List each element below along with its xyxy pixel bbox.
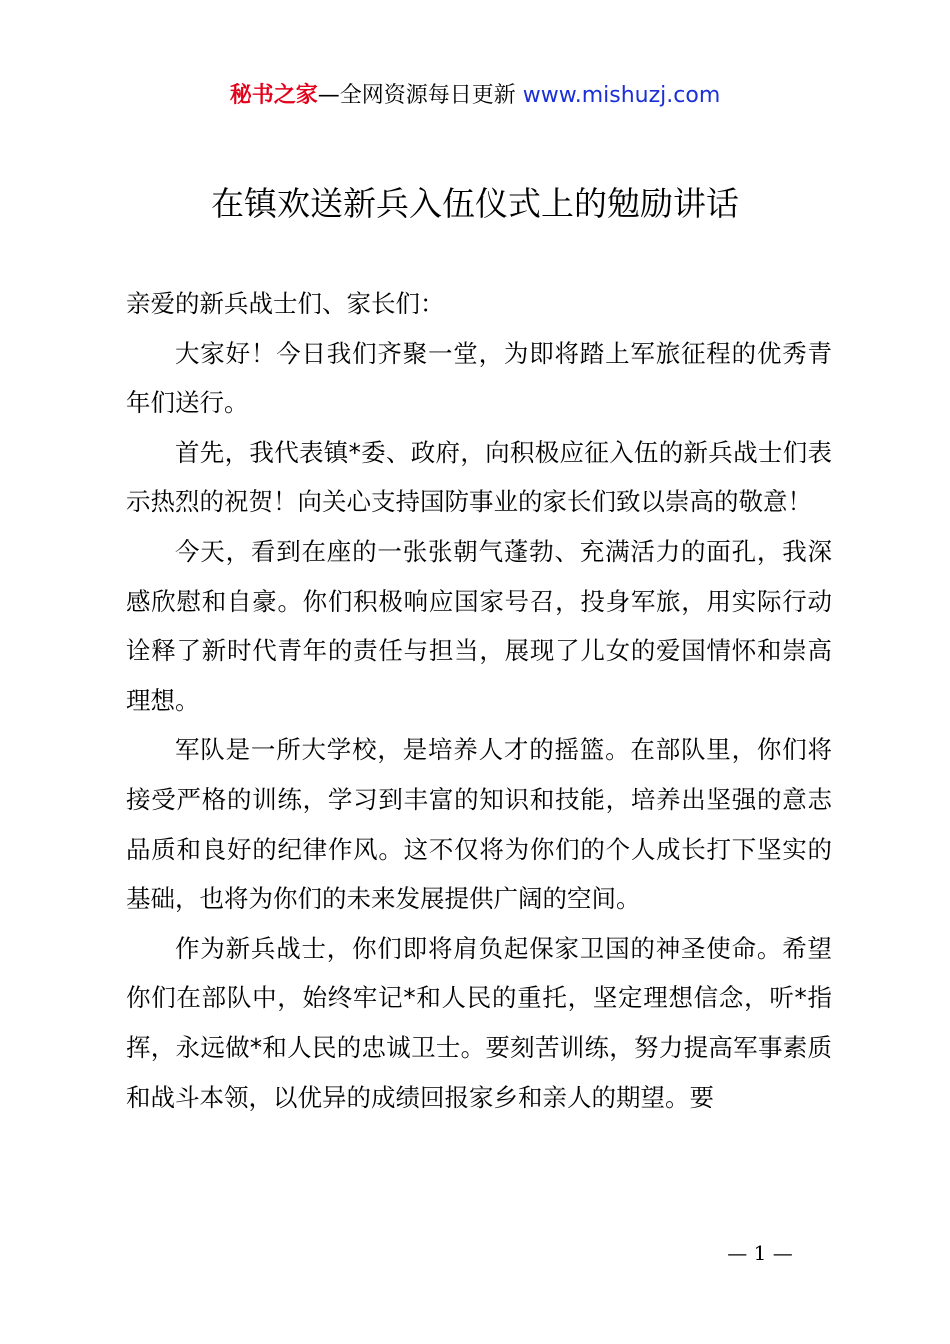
document-title: 在镇欢送新兵入伍仪式上的勉励讲话 xyxy=(211,184,739,223)
site-url-link[interactable]: www.mishuzj.com xyxy=(522,83,721,108)
paragraph-army-school: 军队是一所大学校，是培养人才的摇篮。在部队里，你们将接受严格的训练，学习到丰富的知识和技能，培养出坚强的意志品质和良好的纪律作风。这不仅将为你们的个人成长打下坚实的基础，也将为你们的未来发展提供广阔的空间。 xyxy=(126,735,832,914)
banner-tagline: —全网资源每日更新 xyxy=(317,83,523,108)
paragraph-mission: 作为新兵战士，你们即将肩负起保家卫国的神圣使命。希望你们在部队中，始终牢记*和人民的重托，坚定理想信念，听*指挥，永远做*和人民的忠诚卫士。要刻苦训练，努力提高军事素质和战斗本领，以优异的成绩回报家乡和亲人的期望。要 xyxy=(126,933,832,1112)
site-banner xyxy=(0,80,950,112)
page-number: — 1 — xyxy=(727,1241,793,1265)
paragraph-congratulation: 首先，我代表镇*委、政府，向积极应征入伍的新兵战士们表示热烈的祝贺！向关心支持国防事业的家长们致以崇高的敬意！ xyxy=(126,437,832,517)
document-body xyxy=(126,279,832,1122)
salutation: 亲爱的新兵战士们、家长们： xyxy=(126,289,445,318)
paragraph-greeting: 大家好！今日我们齐聚一堂，为即将踏上军旅征程的优秀青年们送行。 xyxy=(126,338,832,418)
paragraph-pride: 今天，看到在座的一张张朝气蓬勃、充满活力的面孔，我深感欣慰和自豪。你们积极响应国家号召，投身军旅，用实际行动诠释了新时代青年的责任与担当，展现了儿女的爱国情怀和崇高理想。 xyxy=(126,536,832,715)
brand-name: 秘书之家 xyxy=(229,83,318,108)
